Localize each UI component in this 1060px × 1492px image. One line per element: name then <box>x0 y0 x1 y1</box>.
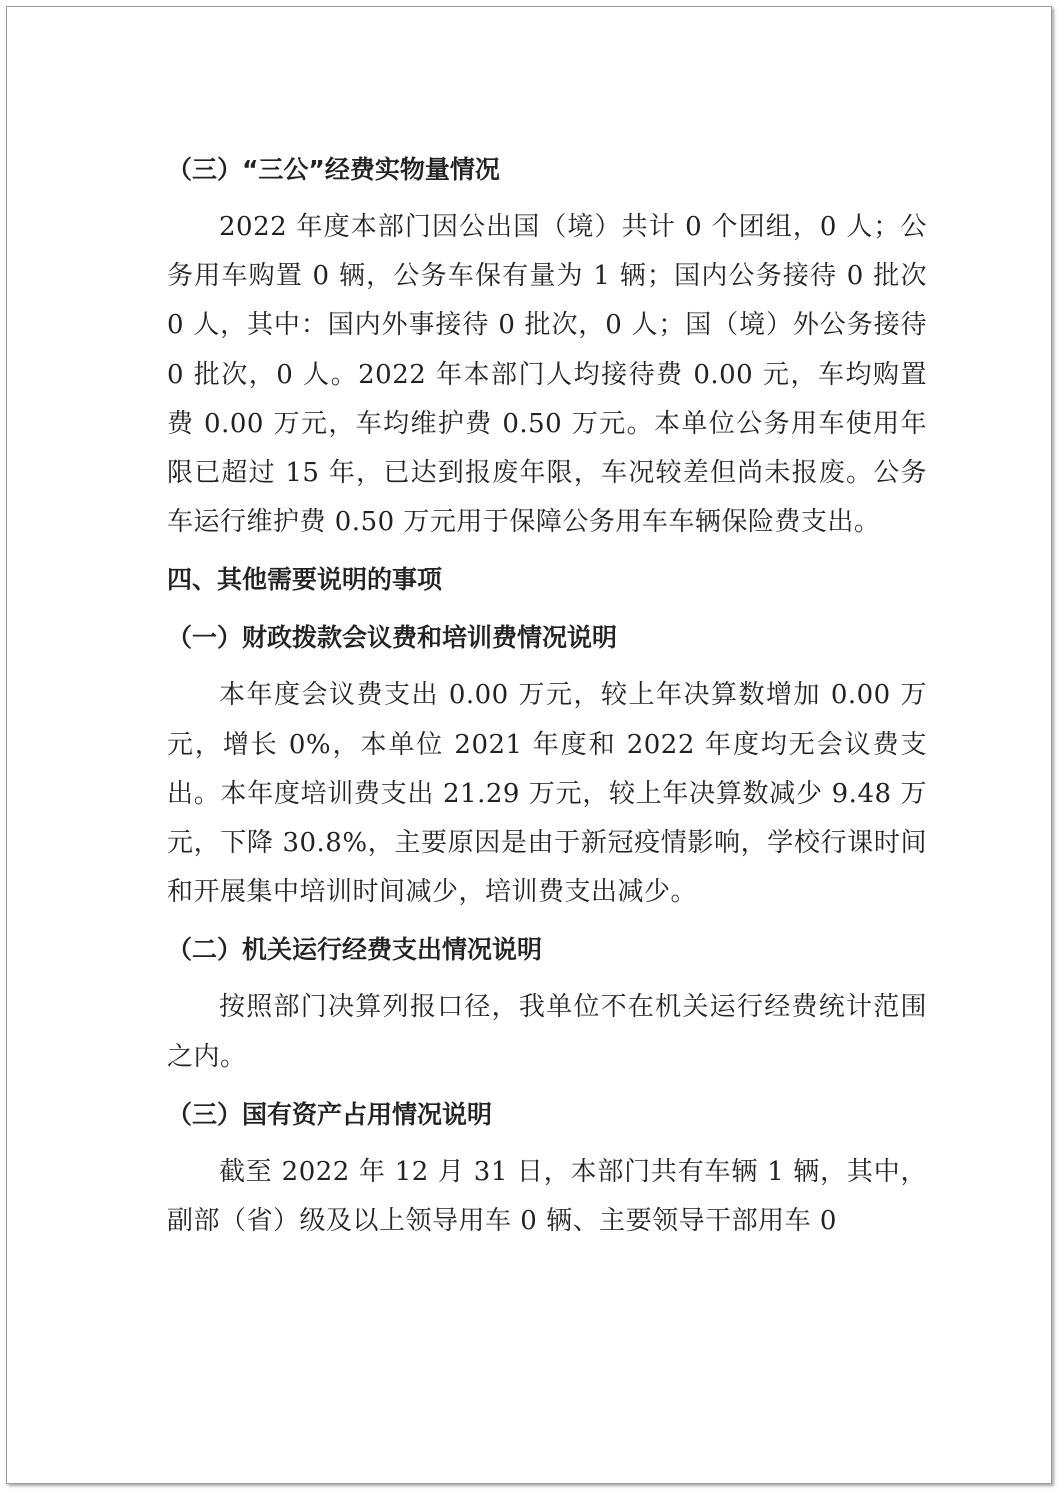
document-page <box>6 6 1052 1484</box>
subsection-2-paragraph: 按照部门决算列报口径，我单位不在机关运行经费统计范围之内。 <box>167 992 927 1072</box>
document-body <box>167 145 927 1246</box>
section-4-heading: 四、其他需要说明的事项 <box>167 565 443 595</box>
subsection-2-heading: （二）机关运行经费支出情况说明 <box>167 935 543 965</box>
subsection-3-paragraph: 截至 2022 年 12 月 31 日，本部门共有车辆 1 辆，其中，副部（省）级及以上领导用车 0 辆、主要领导干部用车 0 <box>167 1156 927 1237</box>
section-3-heading: （三）“三公”经费实物量情况 <box>167 155 500 184</box>
subsection-1-heading: （一）财政拨款会议费和培训费情况说明 <box>167 623 618 653</box>
subsection-3-heading: （三）国有资产占用情况说明 <box>167 1099 493 1129</box>
section-3-paragraph: 2022 年度本部门因公出国（境）共计 0 个团组，0 人；公务用车购置 0 辆，公务车保有量为 1 辆；国内公务接待 0 批次 0 人，其中：国内外事接待 0 批次，0 人；国（境）外公务接待 0 批次，0 人。2022 年本部门人均接待费 0.00 元，车均购置费 0.00 万元，车均维护费 0.50 万元。本单位公务用车使用年限已超过 15 年，已达到报废年限，车况较差但尚未报废。公务车运行维护费 0.50 万元用于保障公务用车车辆保险费支出。 <box>167 212 927 538</box>
subsection-1-paragraph: 本年度会议费支出 0.00 万元，较上年决算数增加 0.00 万元，增长 0%，本单位 2021 年度和 2022 年度均无会议费支出。本年度培训费支出 21.29 万元，较上年决算数减少 9.48 万元，下降 30.8%，主要原因是由于新冠疫情影响，学校行课时间和开展集中培训时间减少，培训费支出减少。 <box>167 680 927 908</box>
